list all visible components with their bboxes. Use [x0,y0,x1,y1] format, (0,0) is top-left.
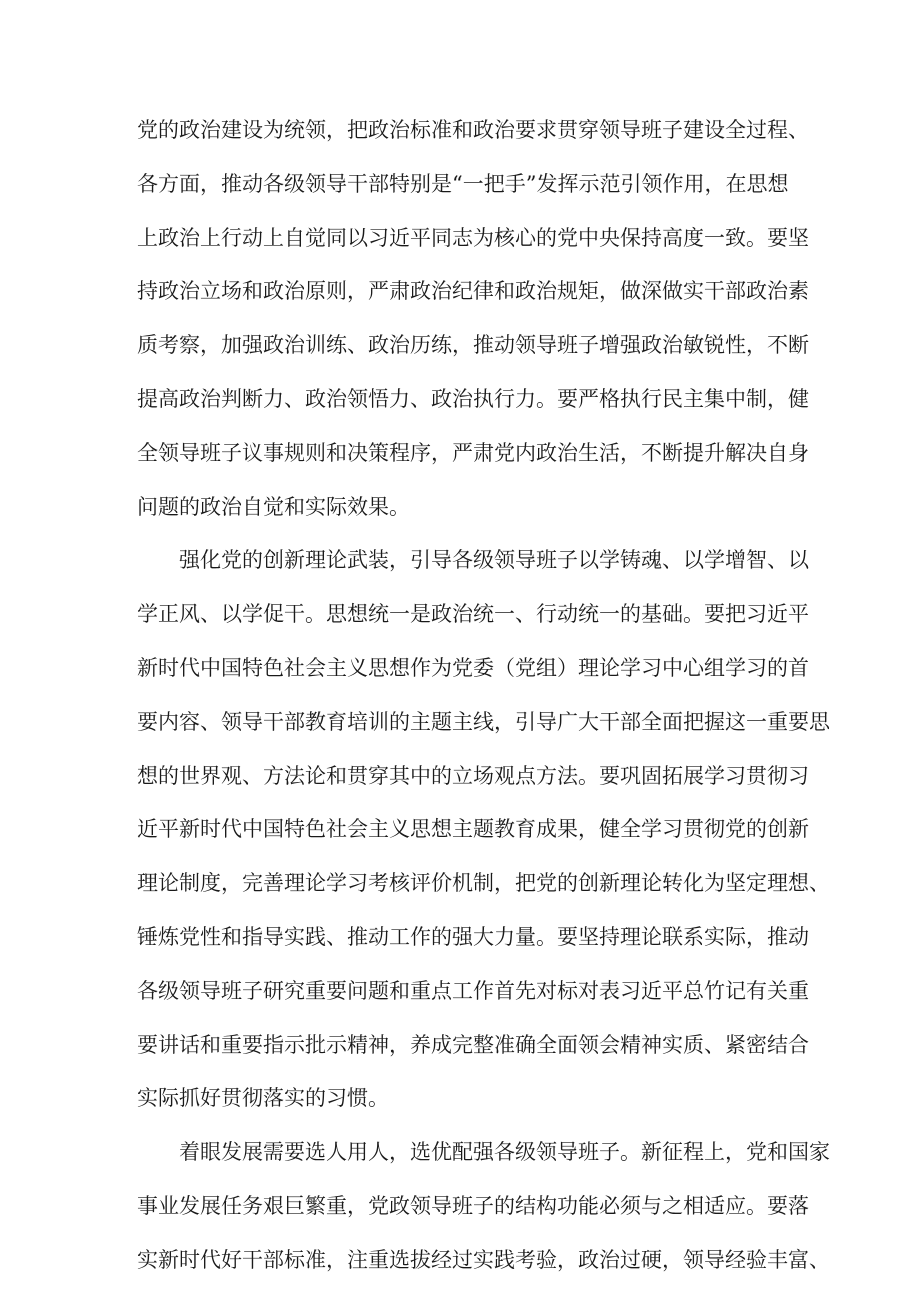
text-line: 持政治立场和政治原则，严肃政治纪律和政治规矩，做深做实干部政治素 [137,279,809,304]
paragraph-1 [137,104,809,534]
text-line: 上政治上行动上自觉同以习近平同志为核心的党中央保持高度一致。要坚 [137,225,809,250]
text-line: 新时代中国特色社会主义思想作为党委（党组）理论学习中心组学习的首 [137,655,809,680]
paragraph-2 [137,534,830,1126]
text-line: 实际抓好贯彻落实的习惯。 [137,1086,389,1111]
text-line: 近平新时代中国特色社会主义思想主题教育成果，健全学习贯彻党的创新 [137,817,809,842]
text-line: 要讲话和重要指示批示精神，养成完整准确全面领会精神实质、紧密结合 [137,1032,809,1057]
text-line: 想的世界观、方法论和贯穿其中的立场观点方法。要巩固拓展学习贯彻习 [137,763,809,788]
text-line: 事业发展任务艰巨繁重，党政领导班子的结构功能必须与之相适应。要落 [137,1193,809,1218]
text-line: 党的政治建设为统领，把政治标准和政治要求贯穿领导班子建设全过程、 [137,118,809,142]
text-line: 各方面，推动各级领导干部特别是“一把手”发挥示范引领作用，在思想 [137,171,789,196]
text-line: 全领导班子议事规则和决策程序，严肃党内政治生活，不断提升解决自身 [137,440,809,465]
text-line: 问题的政治自觉和实际效果。 [137,494,410,519]
text-line: 锤炼党性和指导实践、推动工作的强大力量。要坚持理论联系实际，推动 [137,924,809,949]
document-page [137,104,830,1288]
text-line: 学正风、以学促干。思想统一是政治统一、行动统一的基础。要把习近平 [137,602,809,627]
text-line: 着眼发展需要选人用人，选优配强各级领导班子。新征程上，党和国家 [179,1140,830,1165]
text-line: 实新时代好干部标准，注重选拔经过实践考验，政治过硬，领导经验丰富、 [137,1247,830,1272]
text-line: 理论制度，完善理论学习考核评价机制，把党的创新理论转化为坚定理想、 [137,871,830,896]
text-line: 各级领导班子研究重要问题和重点工作首先对标对表习近平总竹记有关重 [137,978,809,1003]
text-line: 质考察，加强政治训练、政治历练，推动领导班子增强政治敏锐性，不断 [137,333,809,358]
paragraph-3 [137,1126,830,1287]
text-line: 提高政治判断力、政治领悟力、政治执行力。要严格执行民主集中制，健 [137,386,809,411]
text-line: 强化党的创新理论武装，引导各级领导班子以学铸魂、以学增智、以 [179,548,809,573]
text-line: 要内容、领导干部教育培训的主题主线，引导广大干部全面把握这一重要思 [137,709,830,734]
